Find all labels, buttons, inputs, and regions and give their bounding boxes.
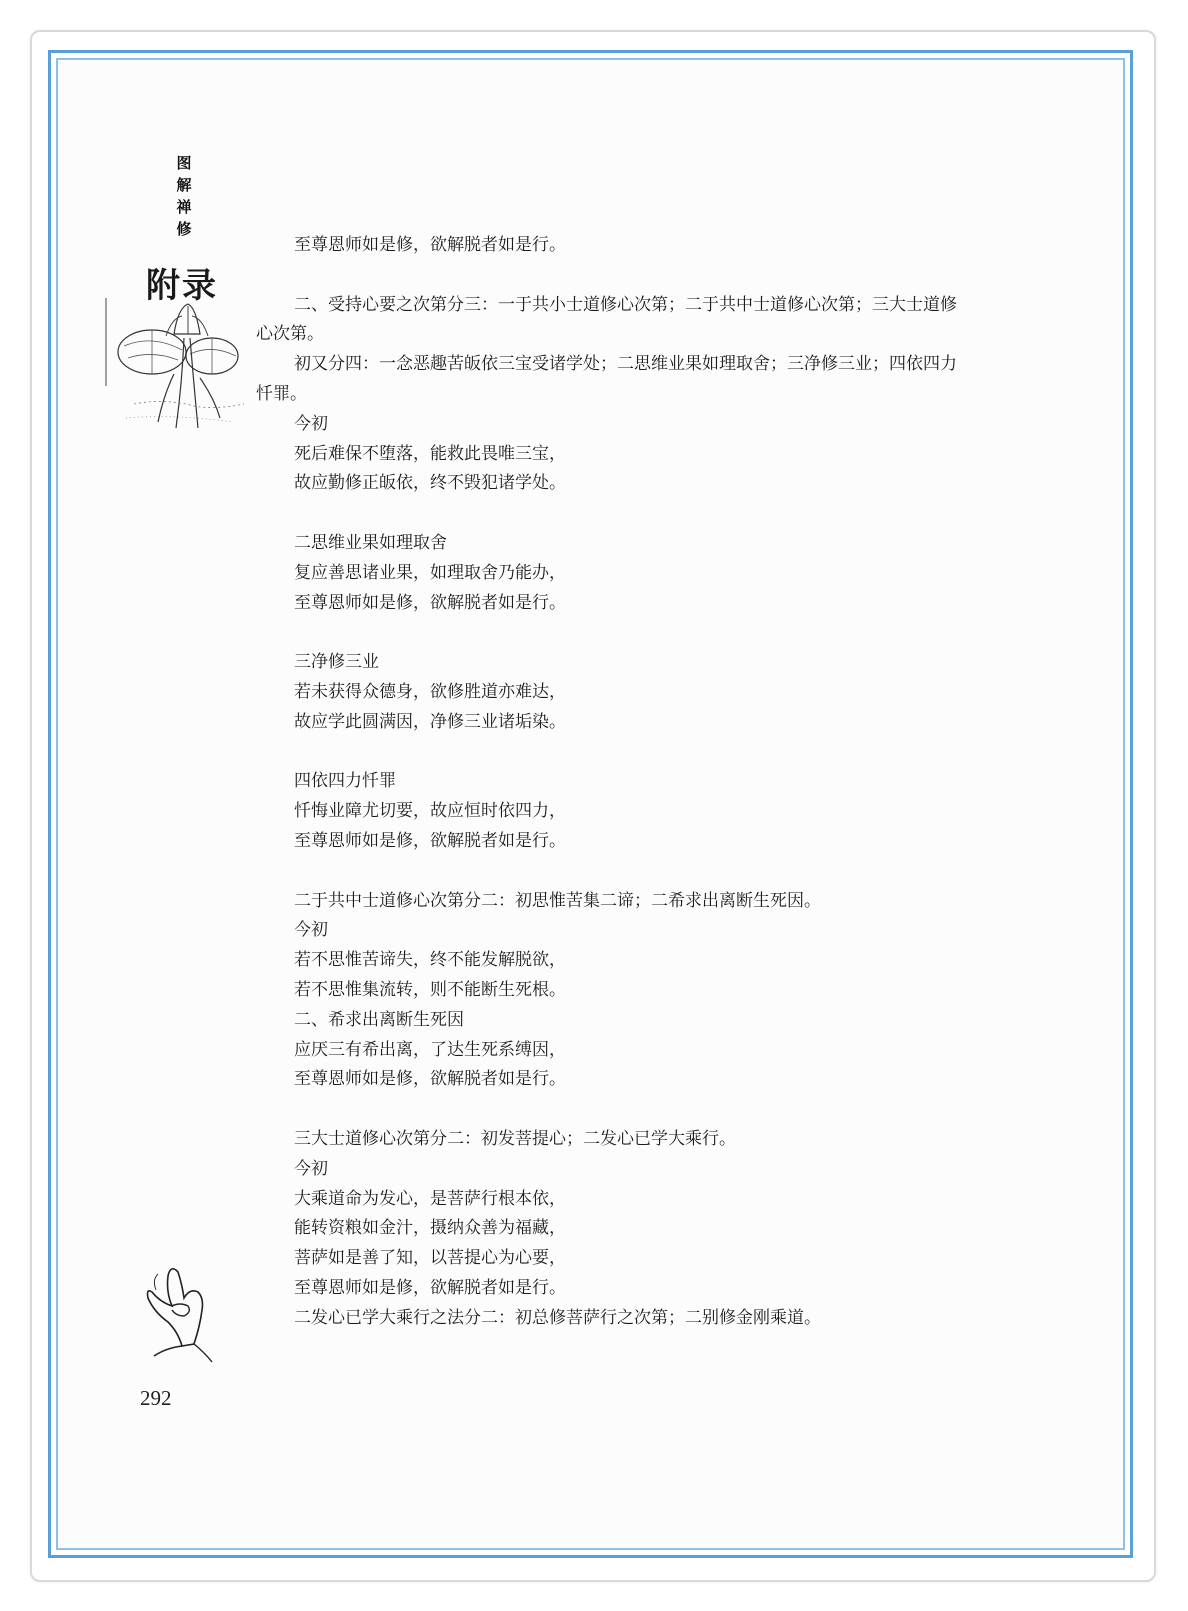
verse-line: 至尊恩师如是修，欲解脱者如是行。	[294, 1069, 566, 1090]
verse-line: 至尊恩师如是修，欲解脱者如是行。	[294, 830, 566, 851]
body-text	[256, 231, 960, 1333]
verse-line: 故应勤修正皈依，终不毁犯诸学处。	[294, 473, 566, 494]
text-line: 至尊恩师如是修，欲解脱者如是行。	[294, 235, 566, 255]
verse-line: 若不思惟集流转，则不能断生死根。	[294, 979, 566, 1000]
section-heading: 三大士道修心次第分二：初发菩提心；二发心已学大乘行。	[294, 1128, 736, 1149]
text-paragraph: 二、受持心要之次第分三：一于共小士道修心次第；二于共中士道修心次第；三大士道修心次第。	[256, 294, 957, 345]
appendix-label: 附录	[146, 266, 218, 306]
verse-line: 大乘道命为发心，是菩萨行根本依，	[294, 1188, 566, 1209]
verse-line: 菩萨如是善了知，以菩提心为心要，	[294, 1248, 566, 1269]
page-number: 292	[140, 1386, 172, 1410]
section-heading: 二思维业果如理取舍	[294, 532, 447, 553]
lotus-illustration	[104, 294, 252, 434]
text-line: 今初	[294, 920, 328, 941]
title-char: 禅	[176, 198, 192, 216]
vertical-book-title	[174, 152, 194, 240]
text-line: 今初	[294, 1158, 328, 1179]
verse-line: 能转资粮如金汁，摄纳众善为福藏，	[294, 1218, 566, 1239]
section-heading: 三净修三业	[294, 652, 379, 673]
text-paragraph: 初又分四：一念恶趣苦皈依三宝受诸学处；二思维业果如理取舍；三净修三业；四依四力忏罪。	[256, 354, 957, 404]
section-heading: 二于共中士道修心次第分二：初思惟苦集二谛；二希求出离断生死因。	[294, 890, 821, 911]
verse-line: 死后难保不堕落，能救此畏唯三宝，	[294, 443, 566, 464]
section-heading: 四依四力忏罪	[294, 771, 396, 792]
verse-line: 至尊恩师如是修，欲解脱者如是行。	[294, 1277, 566, 1298]
verse-line: 故应学此圆满因，净修三业诸垢染。	[294, 711, 566, 732]
title-char: 修	[176, 220, 192, 238]
title-char: 解	[176, 176, 192, 194]
verse-line: 应厌三有希出离，了达生死系缚因，	[294, 1039, 566, 1060]
verse-line: 复应善思诸业果，如理取舍乃能办，	[294, 562, 566, 583]
verse-line: 若未获得众德身，欲修胜道亦难达，	[294, 681, 566, 702]
text-line: 今初	[294, 413, 328, 434]
mudra-hand-illustration	[138, 1262, 218, 1366]
title-char: 图	[176, 154, 192, 172]
section-heading: 二发心已学大乘行之法分二：初总修菩萨行之次第；二别修金刚乘道。	[294, 1307, 821, 1328]
section-heading: 二、希求出离断生死因	[294, 1009, 464, 1030]
verse-line: 忏悔业障尤切要，故应恒时依四力，	[294, 801, 566, 822]
verse-line: 若不思惟苦谛失，终不能发解脱欲，	[294, 950, 566, 971]
verse-line: 至尊恩师如是修，欲解脱者如是行。	[294, 592, 566, 613]
